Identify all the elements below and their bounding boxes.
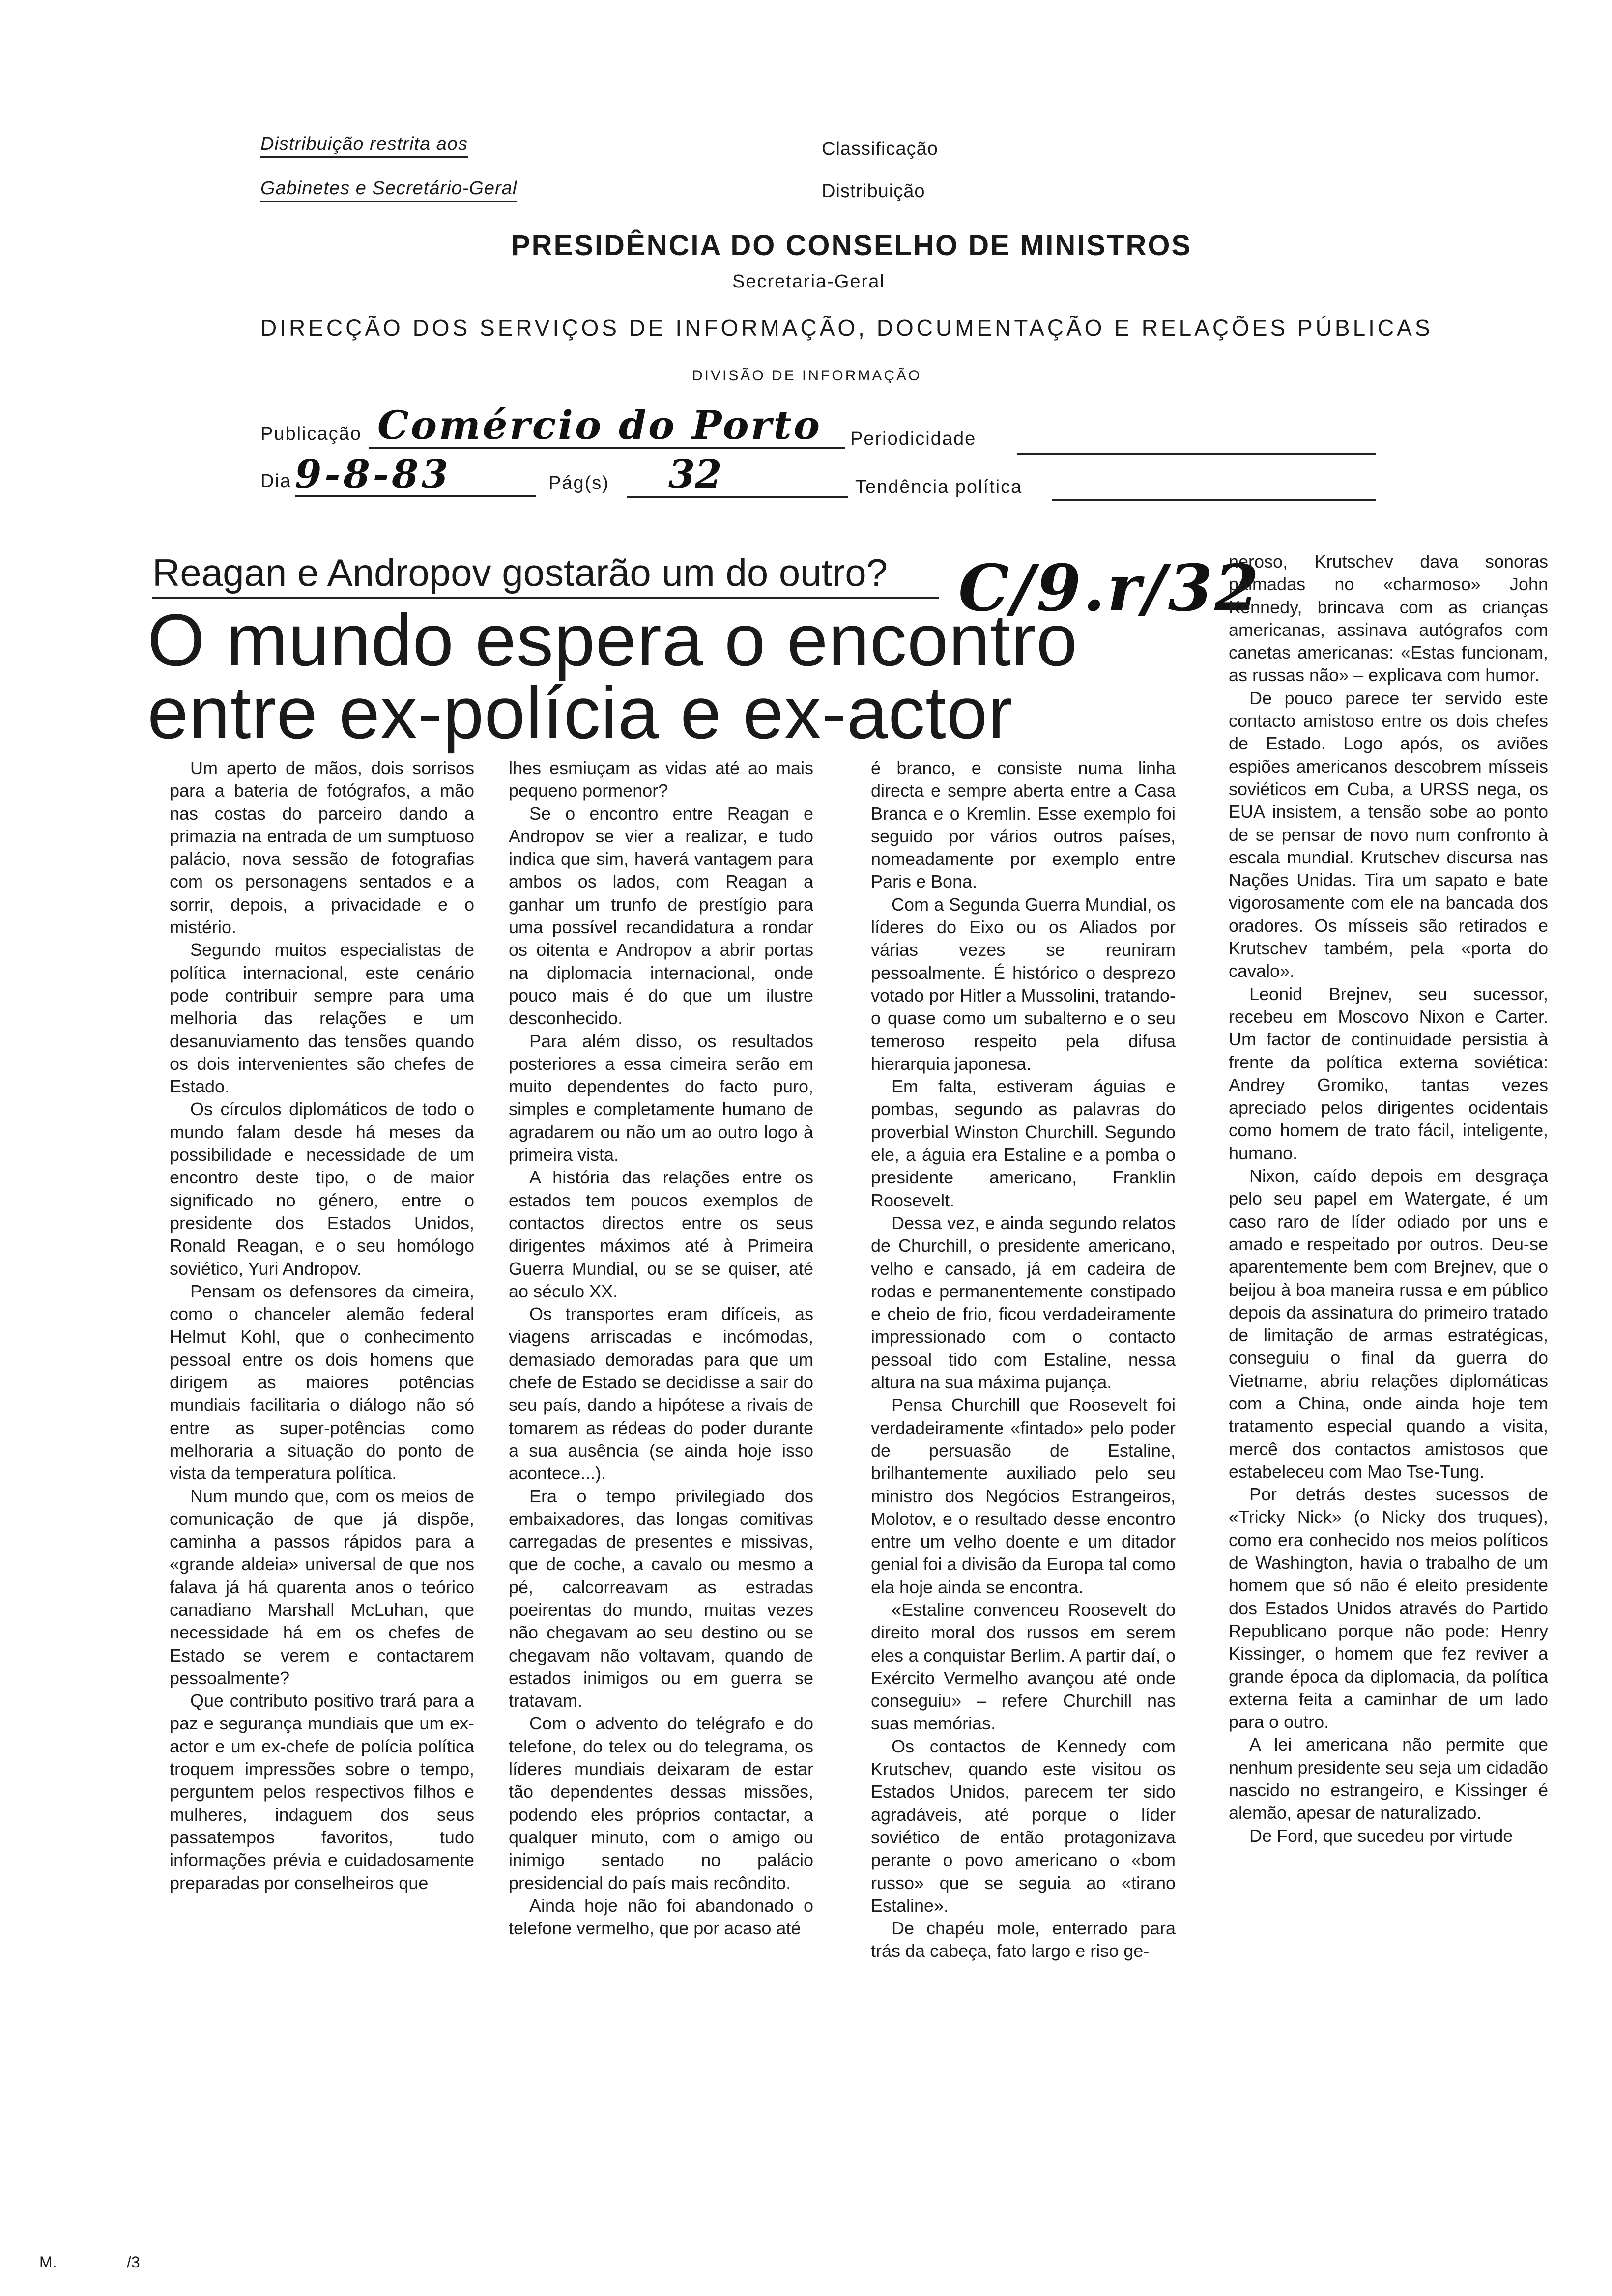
footer-ref: M. bbox=[39, 2253, 57, 2271]
distribution-label: Distribuição bbox=[822, 181, 925, 201]
col1-paragraph: Os círculos diplomáticos de todo o mundo falam desde há meses da possibilidade e necessidade de um encontro deste tipo, o de maior significado no género, entre o presidente dos Estados Unidos, Ronald Reagan, e o seu homólogo soviético, Yuri Andropov. bbox=[170, 1099, 474, 1279]
col1-paragraph: Um aperto de mãos, dois sorrisos para a bateria de fotógrafos, a mão nas costas do parceiro dando a primazia na entrada de um sumptuoso palácio, nova sessão de fotografias com os personagens sentados e a sorrir, depois, a privacidade e o mistério. bbox=[170, 758, 474, 938]
division: DIVISÃO DE INFORMAÇÃO bbox=[692, 368, 922, 384]
col3-paragraph: Com a Segunda Guerra Mundial, os líderes do Eixo ou os Aliados por várias vezes se reuniram pessoalmente. É histórico o desprezo votado por Hitler a Mussolini, tratando-o quase como um subalterno e o seu temeroso respeito pela difusa hierarquia japonesa. bbox=[871, 894, 1176, 1074]
col2-paragraph: A história das relações entre os estados tem poucos exemplos de contactos directos entre os seus dirigentes máximos até à Primeira Guerra Mundial, ou se se quiser, até ao século XX. bbox=[509, 1167, 813, 1301]
directorate: DIRECÇÃO DOS SERVIÇOS DE INFORMAÇÃO, DOCUMENTAÇÃO E RELAÇÕES PÚBLICAS bbox=[260, 315, 1433, 341]
distribution-line2: Gabinetes e Secretário-Geral bbox=[260, 178, 517, 199]
pages-label: Pág(s) bbox=[548, 473, 609, 493]
pages-underline bbox=[627, 496, 848, 498]
col4-paragraph: Por detrás destes sucessos de «Tricky Nick» (o Nicky dos truques), como era conhecido nos meios políticos de Washington, havia o trabalho de um homem que só não é eleito presidente dos Estados Unidos através do Partido Republicano porque não pode: Henry Kissinger, o homem que fez reviver a grande época da diplomacia, da política externa feita a caminhar de um lado para o outro. bbox=[1229, 1484, 1548, 1732]
article-column-1 bbox=[170, 757, 474, 2182]
tendency-label: Tendência política bbox=[855, 477, 1023, 497]
col3-paragraph: De chapéu mole, enterrado para trás da cabeça, fato largo e riso ge- bbox=[871, 1918, 1176, 1961]
col4-paragraph: neroso, Krutschev dava sonoras palmadas no «charmoso» John Kennedy, brincava com as crianças americanas, assinava autógrafos com canetas americanas: «Estas funcionam, as russas não» – explicava com humor. bbox=[1229, 551, 1548, 686]
day-value: 9-8-83 bbox=[295, 452, 451, 497]
footer-ref2: /3 bbox=[127, 2253, 140, 2271]
publication-label: Publicação bbox=[260, 424, 362, 444]
pages-value: 32 bbox=[668, 452, 722, 497]
col1-paragraph: Segundo muitos especialistas de política internacional, este cenário pode contribuir sempre para uma melhoria das relações e um desanuviamento das tensões quando os dois intervenientes são chefes de Estado. bbox=[170, 940, 474, 1097]
tendency-underline bbox=[1052, 499, 1376, 501]
col4-paragraph: De Ford, que sucedeu por virtude bbox=[1249, 1825, 1513, 1846]
article-kicker: Reagan e Andropov gostarão um do outro? bbox=[152, 551, 888, 594]
day-underline bbox=[295, 495, 536, 497]
publication-underline bbox=[369, 447, 845, 449]
col4-paragraph: Leonid Brejnev, seu sucessor, recebeu em Moscovo Nixon e Carter. Um factor de continuidade persistia à frente da política externa soviética: Andrey Gromiko, tantas vezes apreciado pelos dirigentes ocidentais como homem de trato fácil, inteligente, humano. bbox=[1229, 983, 1548, 1163]
day-label: Dia bbox=[260, 471, 292, 491]
headline-line1: O mundo espera o encontro bbox=[147, 599, 1078, 681]
col4-paragraph: A lei americana não permite que nenhum presidente seu seja um cidadão nascido no estrangeiro, e Kissinger é alemão, apesar de naturalizado. bbox=[1229, 1734, 1548, 1823]
col2-paragraph: lhes esmiuçam as vidas até ao mais pequeno pormenor? bbox=[509, 758, 813, 801]
col3-paragraph: Os contactos de Kennedy com Krutschev, quando este visitou os Estados Unidos, parecem ter sido agradáveis, até porque o líder soviético de então protagonizava perante o povo americano o «bom russo» que se seguia ao «tirano Estaline». bbox=[871, 1736, 1176, 1916]
col2-paragraph: Era o tempo privilegiado dos embaixadores, das longas comitivas carregadas de presentes e missivas, que de coche, a cavalo ou mesmo a pé, calcorreavam as estradas poeirentas do mundo, muitas vezes não chegavam ao seu destino ou se chegavam não voltavam, quando de estados inimigos ou em guerra se tratavam. bbox=[509, 1486, 813, 1711]
distribution-line1: Distribuição restrita aos bbox=[260, 134, 468, 155]
headline-line2: entre ex-polícia e ex-actor bbox=[147, 671, 1013, 754]
col3-paragraph: Dessa vez, e ainda segundo relatos de Churchill, o presidente americano, velho e cansado, já em cadeira de rodas e permanentemente constipado e cheio de frio, ficou verdadeiramente impressionado com o contacto pessoal tido com Estaline, nessa altura na sua máxima pujança. bbox=[871, 1212, 1176, 1393]
col2-paragraph: Com o advento do telégrafo e do telefone, do telex ou do telegrama, os líderes mundiais deixaram de estar tão dependentes dessas missões, podendo eles próprios contactar, a qualquer minuto, com o amigo ou inimigo sentado no palácio presidencial do país mais recôndito. bbox=[509, 1713, 813, 1893]
classification-label: Classificação bbox=[822, 139, 938, 159]
periodicity-label: Periodicidade bbox=[850, 429, 977, 449]
article-column-2 bbox=[509, 757, 813, 2182]
col3-paragraph: «Estaline convenceu Roosevelt do direito moral dos russos em serem eles a conquistar Berlim. A partir daí, o Exército Vermelho avançou até onde conseguiu» – refere Churchill nas suas memórias. bbox=[871, 1599, 1176, 1734]
periodicity-underline bbox=[1017, 453, 1376, 455]
handwritten-annotation: C/9.r/32 bbox=[958, 550, 1261, 626]
publication-value: Comércio do Porto bbox=[377, 402, 822, 448]
article-column-3 bbox=[871, 757, 1176, 2182]
col4-paragraph: De pouco parece ter servido este contacto amistoso entre os dois chefes de Estado. Logo após, os aviões espiões americanos descobrem mísseis soviéticos em Cuba, a URSS nega, os EUA insistem, a tensão sobe ao ponto de se pensar de novo num confronto à escala mundial. Krutschev discursa nas Nações Unidas. Tira um sapato e bate vigorosamente com ele na bancada dos oradores. Os mísseis são retirados e Krutschev também, pela «porta do cavalo». bbox=[1229, 688, 1548, 981]
article-column-4 bbox=[1229, 550, 1548, 2182]
secretariat: Secretaria-Geral bbox=[732, 271, 885, 292]
col3-paragraph: é branco, e consiste numa linha directa e sempre aberta entre a Casa Branca e o Kremlin. Esse exemplo foi seguido por vários outros países, nomeadamente por exemplo entre Paris e Bona. bbox=[871, 758, 1176, 892]
col2-paragraph: Se o encontro entre Reagan e Andropov se vier a realizar, e tudo indica que sim, haverá vantagem para ambos os lados, com Reagan a ganhar um trunfo de prestígio para uma possível recandidatura a rondar os oitenta e Andropov a abrir portas na diplomacia internacional, onde pouco mais é do que um ilustre desconhecido. bbox=[509, 803, 813, 1029]
col1-paragraph: Num mundo que, com os meios de comunicação de que já dispõe, caminha a passos rápidos para a «grande aldeia» universal de que nos falava já há quarenta anos o teórico canadiano Marshall McLuhan, que necessidade há em os chefes de Estado se verem e contactarem pessoalmente? bbox=[170, 1486, 474, 1688]
col3-paragraph: Em falta, estiveram águias e pombas, segundo as palavras do proverbial Winston Churchill. Segundo ele, a águia era Estaline e a pomba o presidente americano, Franklin Roosevelt. bbox=[871, 1076, 1176, 1210]
col4-paragraph: Nixon, caído depois em desgraça pelo seu papel em Watergate, é um caso raro de líder odiado por uns e amado e respeitado por outros. Deu-se aparentemente bem com Brejnev, que o beijou à boa maneira russa e em público depois da assinatura do primeiro tratado de limitação de armas estratégicas, conseguiu o final da guerra do Vietname, abriu relações diplomáticas com a China, onde ainda hoje tem tratamento especial quando a visita, mercê dos contactos amistosos que estabeleceu com Mao Tse-Tung. bbox=[1229, 1166, 1548, 1482]
col2-paragraph: Os transportes eram difíceis, as viagens arriscadas e incómodas, demasiado demoradas para que um chefe de Estado se decidisse a sair do seu país, dando a hipótese a rivais de tomarem as rédeas do poder durante a sua ausência (se ainda hoje isso acontece...). bbox=[509, 1304, 813, 1484]
col3-paragraph: Pensa Churchill que Roosevelt foi verdadeiramente «fintado» pelo poder de persuasão de Estaline, brilhantemente auxiliado pelo seu ministro dos Negócios Estrangeiros, Molotov, e o resultado desse encontro entre um velho doente e um ditador genial foi a divisão da Europa tal como ela hoje ainda se encontra. bbox=[871, 1395, 1176, 1597]
col2-paragraph: Ainda hoje não foi abandonado o telefone vermelho, que por acaso até bbox=[509, 1895, 813, 1939]
institution-title: PRESIDÊNCIA DO CONSELHO DE MINISTROS bbox=[511, 230, 1192, 261]
col1-paragraph: Pensam os defensores da cimeira, como o chanceler alemão federal Helmut Kohl, que o conhecimento pessoal entre os dois homens que dirigem as maiores potências mundiais facilitaria o diálogo não só entre as super-potências como melhoraria a situação do ponto de vista da temperatura política. bbox=[170, 1281, 474, 1484]
col1-paragraph: Que contributo positivo trará para a paz e segurança mundiais que um ex-actor e um ex-chefe de polícia política troquem impressões sobre o tempo, perguntem pelos respectivos filhos e mulheres, indaguem dos seus passatempos favoritos, tudo informações prévia e cuidadosamente preparadas por conselheiros que bbox=[170, 1691, 474, 1893]
col2-paragraph: Para além disso, os resultados posteriores a essa cimeira serão em muito dependentes do facto puro, simples e completamente humano de agradarem ou não um ao outro logo à primeira vista. bbox=[509, 1031, 813, 1165]
